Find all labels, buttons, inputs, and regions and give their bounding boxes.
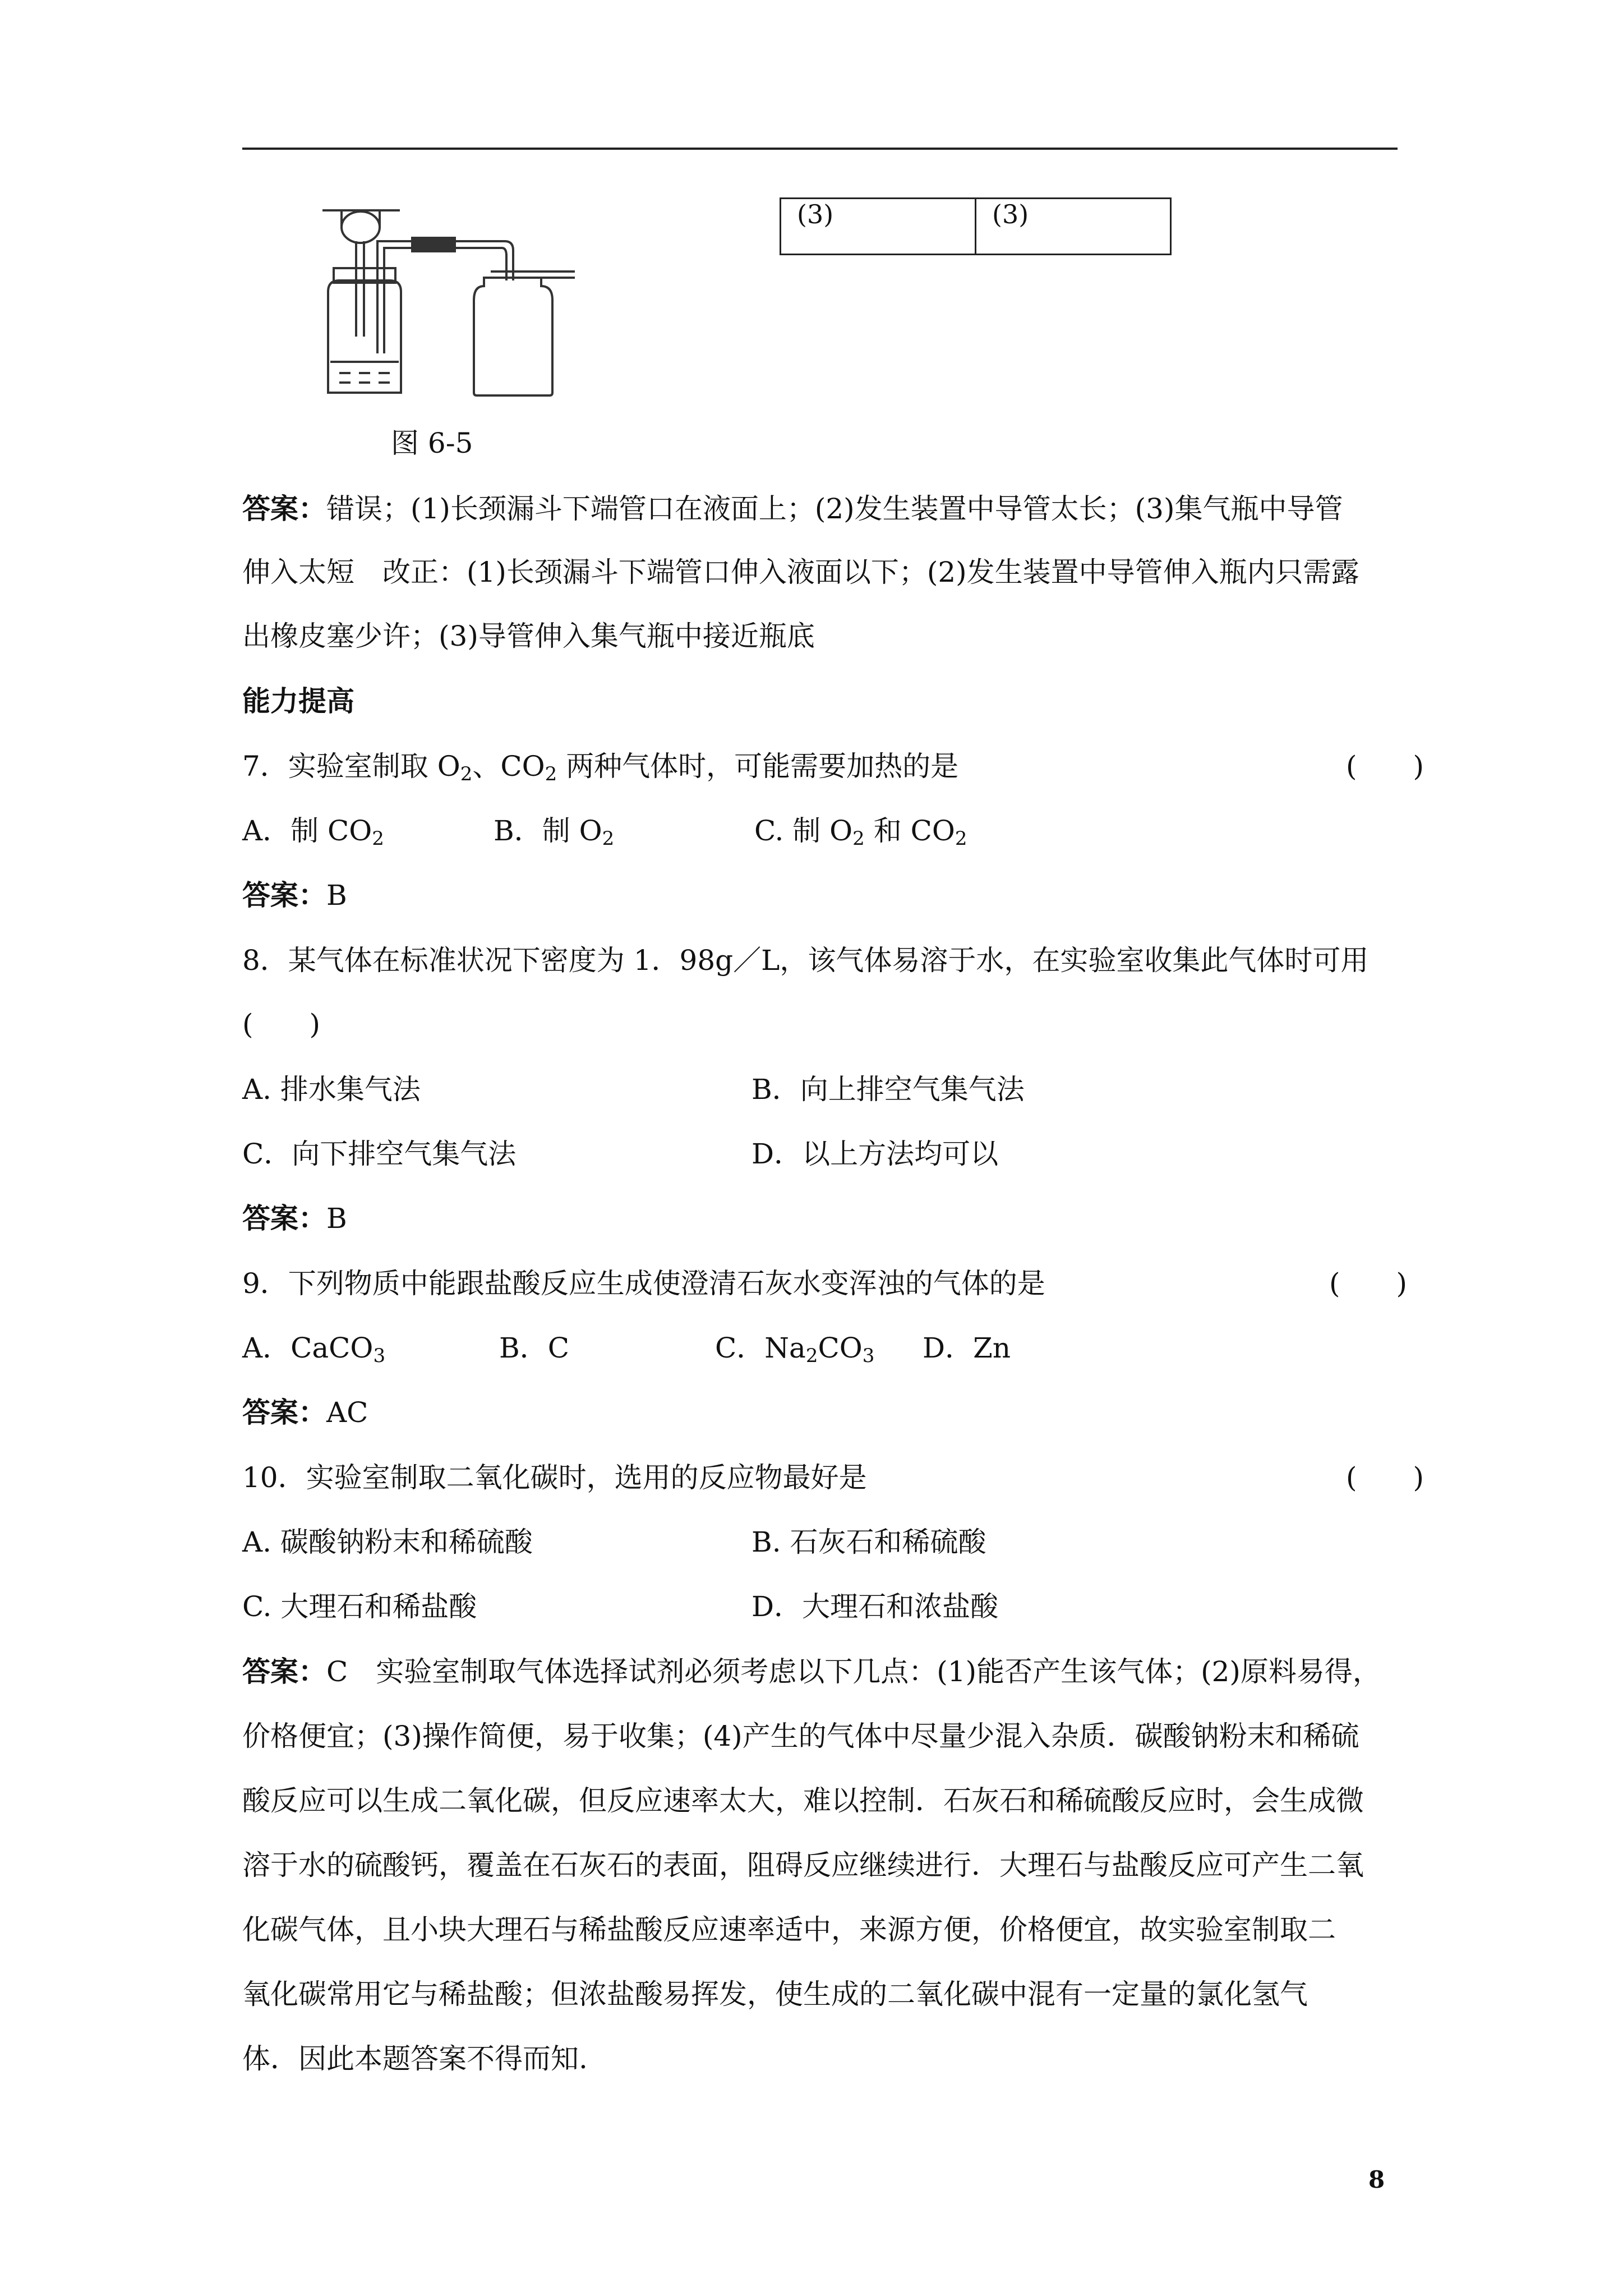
- subscript: 2: [372, 827, 384, 850]
- q10-stem: 10．实验室制取二氧化碳时，选用的反应物最好是: [242, 1461, 867, 1494]
- q8-stem: 8．某气体在标准状况下密度为 1．98g／L，该气体易溶于水，在实验室收集此气体时可用: [242, 944, 1369, 977]
- table-cell: (3): [976, 199, 1171, 255]
- q9-answer-paren: ( ): [1329, 1267, 1408, 1300]
- answer-text: B: [326, 1202, 347, 1235]
- option-text: A．制 CO: [242, 815, 372, 847]
- subscript: 2: [852, 827, 865, 850]
- answer-table: [780, 197, 1172, 255]
- q7-stem: [242, 749, 958, 783]
- option-text: A．CaCO: [242, 1332, 374, 1364]
- q7-stem-text: 7．实验室制取 O: [242, 750, 460, 783]
- q10-answer-line: 体．因此本题答案不得而知.: [242, 2042, 588, 2075]
- q7-option-c: [754, 814, 967, 848]
- q10-answer-line: 酸反应可以生成二氧化碳，但反应速率太大，难以控制．石灰石和稀硫酸反应时，会生成微: [242, 1784, 1364, 1817]
- q8-option-b: B．向上排空气集气法: [751, 1073, 1025, 1106]
- q8-option-d: D．以上方法均可以: [751, 1138, 999, 1170]
- option-text: CO: [818, 1332, 863, 1364]
- q7-answer-paren: ( ): [1346, 750, 1424, 783]
- q7-stem-text: 两种气体时，可能需要加热的是: [557, 750, 959, 783]
- subscript: 2: [460, 763, 473, 785]
- answer-label: 答案：: [242, 1655, 326, 1688]
- option-text: C．Na: [715, 1332, 806, 1364]
- q9-answer: [242, 1396, 368, 1429]
- option-text: 和 CO: [864, 815, 955, 847]
- answer-text: B: [326, 879, 347, 912]
- answer-label: 答案：: [242, 878, 326, 912]
- q10-answer-line: 氧化碳常用它与稀盐酸；但浓盐酸易挥发，使生成的二氧化碳中混有一定量的氯化氢气: [242, 1978, 1308, 2010]
- q8-answer: [242, 1202, 347, 1235]
- q10-answer-paren: ( ): [1346, 1461, 1424, 1494]
- q9-option-b: B．C: [499, 1332, 569, 1364]
- figure-caption: 图 6-5: [391, 427, 473, 459]
- q10-option-c: C. 大理石和稀盐酸: [242, 1590, 477, 1623]
- q10-answer-line: 化碳气体，且小块大理石与稀盐酸反应速率适中，来源方便，价格便宜，故实验室制取二: [242, 1913, 1336, 1946]
- collection-bottle: [474, 278, 552, 395]
- subscript: 3: [373, 1345, 386, 1367]
- q8-option-c: C．向下排空气集气法: [242, 1138, 517, 1170]
- q9-option-d: D．Zn: [923, 1332, 1011, 1364]
- q9-stem: 9．下列物质中能跟盐酸反应生成使澄清石灰水变浑浊的气体的是: [242, 1267, 1045, 1300]
- answer-text: 错误；(1)长颈漏斗下端管口在液面上；(2)发生装置中导管太长；(3)集气瓶中导管: [326, 493, 1343, 525]
- option-text: C. 制 O: [754, 815, 853, 847]
- q10-option-a: A. 碳酸钠粉末和稀硫酸: [242, 1526, 533, 1558]
- gas-apparatus-diagram: [306, 202, 653, 404]
- funnel-bulb: [342, 211, 380, 243]
- q7-option-b: [494, 814, 614, 848]
- subscript: 2: [805, 1345, 818, 1367]
- q9-option-a: [242, 1331, 385, 1365]
- q7-answer: [242, 878, 347, 912]
- q8-option-a: A. 排水集气法: [242, 1073, 421, 1106]
- q10-option-d: D．大理石和浓盐酸: [751, 1590, 999, 1623]
- rubber-connector: [412, 238, 455, 251]
- page-number: 8: [1368, 2166, 1385, 2193]
- option-text: B．制 O: [494, 815, 602, 847]
- q10-answer-line: 价格便宜；(3)操作简便，易于收集；(4)产生的气体中尽量少混入杂质．碳酸钠粉末和稀硫: [242, 1720, 1359, 1752]
- q10-answer-line: 溶于水的硫酸钙，覆盖在石灰石的表面，阻碍反应继续进行．大理石与盐酸反应可产生二氧: [242, 1849, 1364, 1881]
- subscript: 2: [602, 827, 615, 850]
- answer-text: C 实验室制取气体选择试剂必须考虑以下几点：(1)能否产生该气体；(2)原料易得，: [326, 1655, 1381, 1688]
- subscript: 2: [545, 763, 557, 785]
- q7-stem-text: 、CO: [472, 750, 545, 783]
- subscript: 2: [955, 827, 967, 850]
- q7-option-a: [242, 814, 384, 848]
- q8-answer-paren: ( ): [242, 1008, 321, 1041]
- q10-option-b: B. 石灰石和稀硫酸: [751, 1526, 986, 1558]
- subscript: 3: [862, 1345, 875, 1367]
- section-title: 能力提高: [242, 684, 354, 717]
- answer-label: 答案：: [242, 492, 326, 525]
- table-cell: (3): [781, 199, 976, 255]
- answer6-line2: 伸入太短 改正：(1)长颈漏斗下端管口伸入液面以下；(2)发生装置中导管伸入瓶内只需露: [242, 556, 1359, 588]
- q9-option-c: [715, 1331, 874, 1365]
- q10-answer-line: [242, 1655, 1381, 1688]
- header-rule: [242, 148, 1398, 150]
- answer-text: AC: [326, 1396, 368, 1429]
- answer-label: 答案：: [242, 1396, 326, 1429]
- answer6-line3: 出橡皮塞少许；(3)导管伸入集气瓶中接近瓶底: [242, 620, 815, 652]
- answer6-line1: [242, 492, 1343, 526]
- answer-label: 答案：: [242, 1202, 326, 1235]
